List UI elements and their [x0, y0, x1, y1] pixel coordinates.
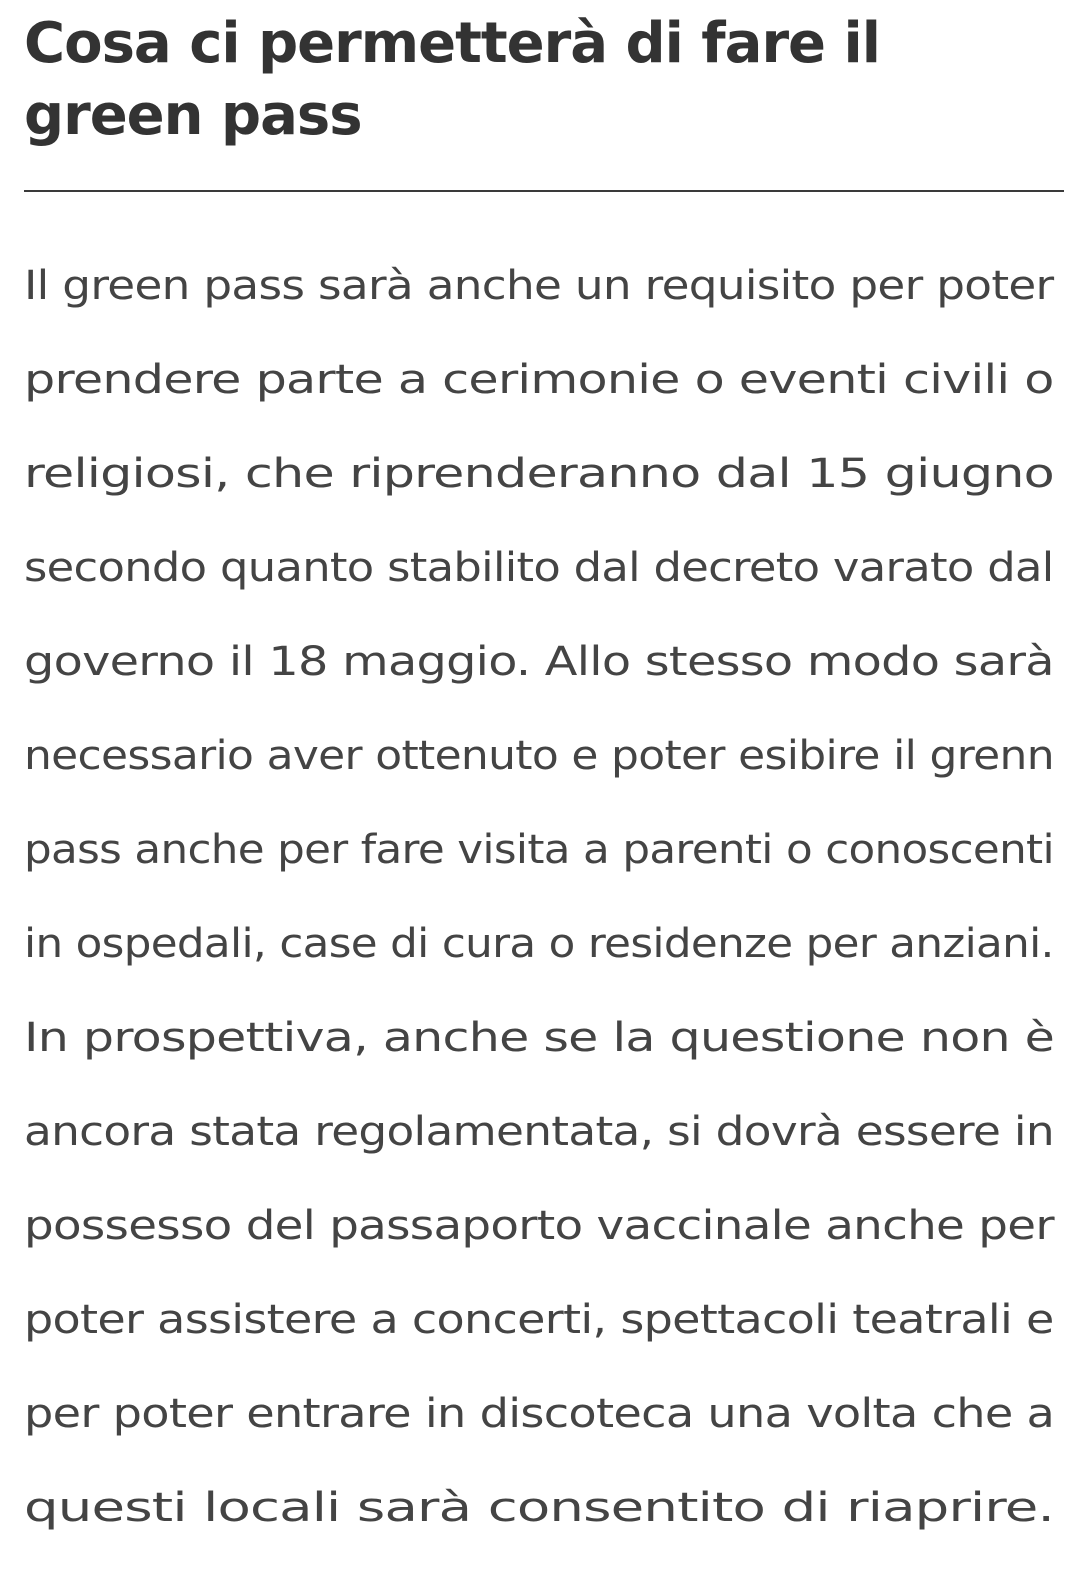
paragraph-line: questi locali sarà consentito di riaprire.	[24, 1485, 1054, 1531]
article-paragraph	[24, 239, 1064, 1555]
paragraph-line: necessario aver ottenuto e poter esibire il grenn	[24, 733, 1054, 779]
paragraph-line: pass anche per fare visita a parenti o conoscenti	[24, 827, 1054, 873]
paragraph-line: ancora stata regolamentata, si dovrà essere in	[24, 1109, 1054, 1155]
paragraph-line: In prospettiva, anche se la questione non è	[24, 1015, 1055, 1061]
paragraph-line: per poter entrare in discoteca una volta che a	[24, 1391, 1055, 1437]
title-divider	[24, 190, 1064, 192]
paragraph-line: Il green pass sarà anche un requisito per poter	[24, 263, 1054, 309]
article-title: Cosa ci permetterà di fare il green pass	[24, 11, 880, 148]
paragraph-line: religiosi, che riprenderanno dal 15 giugno	[24, 451, 1054, 497]
paragraph-line: prendere parte a cerimonie o eventi civili o	[24, 357, 1054, 403]
paragraph-line: poter assistere a concerti, spettacoli teatrali e	[24, 1297, 1054, 1343]
paragraph-line: governo il 18 maggio. Allo stesso modo sarà	[24, 639, 1054, 685]
article	[24, 0, 1064, 1531]
paragraph-line: secondo quanto stabilito dal decreto varato dal	[24, 545, 1054, 591]
paragraph-line: possesso del passaporto vaccinale anche per	[24, 1203, 1054, 1249]
paragraph-line: in ospedali, case di cura o residenze per anziani.	[24, 921, 1054, 967]
